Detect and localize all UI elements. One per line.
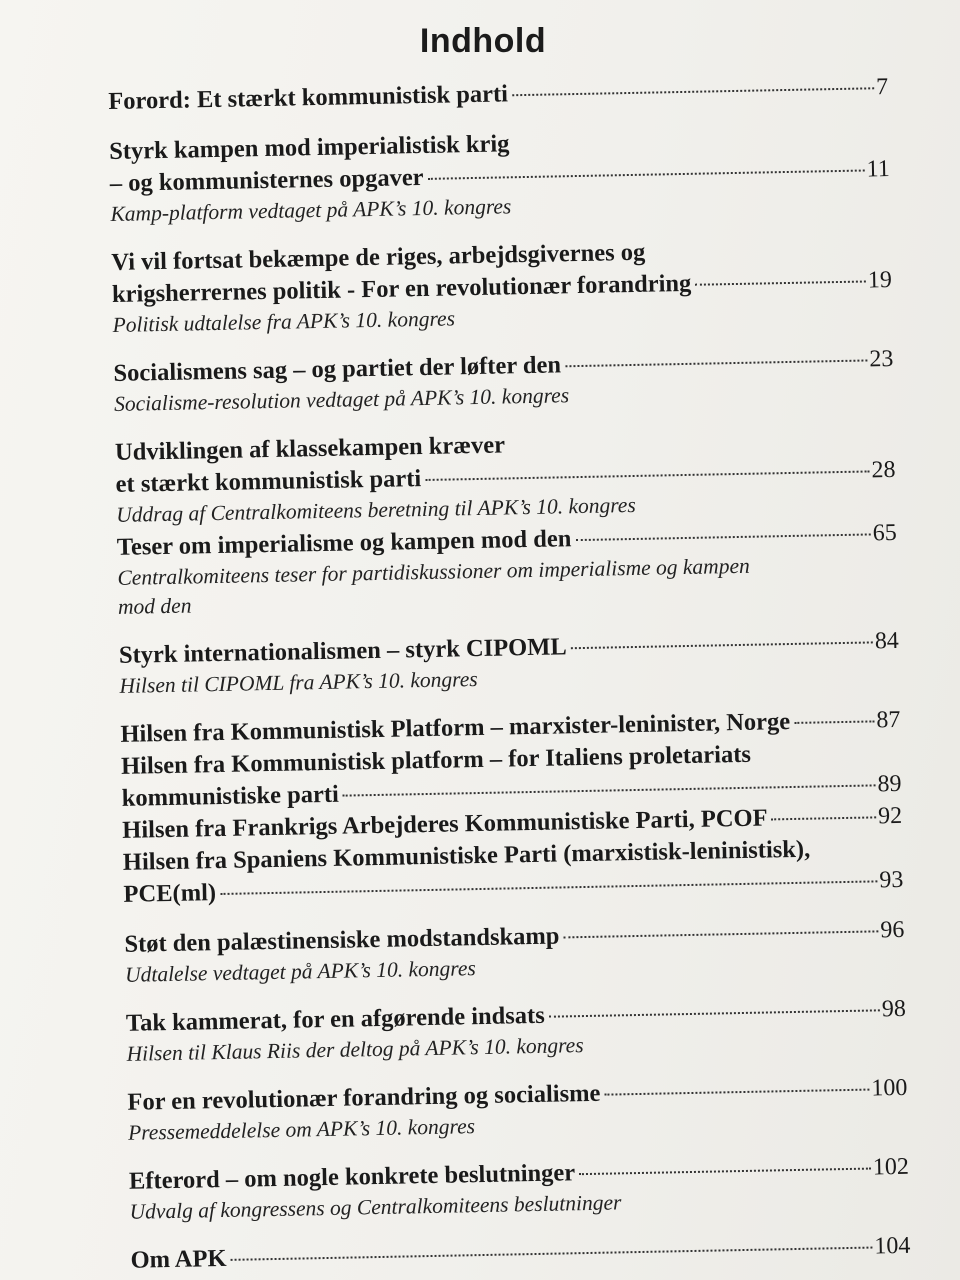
toc-page-number: 100 [871,1074,908,1102]
toc-entry-title: For en revolutionær forandring og socialisme [127,1079,601,1116]
toc-entry-vi-vil-fortsat [111,232,893,340]
dot-leader [231,1247,873,1261]
toc-entry-subtitle: Hilsen til CIPOML fra APK’s 10. kongres [119,667,478,698]
toc-entry-title: Udviklingen af klassekampen kræver [114,431,506,466]
dot-leader [575,533,870,541]
toc-page-number: 96 [880,916,905,944]
dot-leader [579,1168,871,1176]
dot-leader [794,720,874,724]
dot-leader [563,930,878,938]
dot-leader [571,641,873,649]
toc-entry-title: Forord: Et stærkt kommunistisk parti [108,80,509,115]
toc-entry-subtitle: Politisk udtalelse fra APK’s 10. kongres [112,306,456,337]
toc-entry-title: Hilsen fra Spaniens Kommunistiske Parti (marxistisk-leninistisk), [122,835,811,876]
toc-page-number: 104 [874,1232,911,1260]
toc-page-number: 11 [866,156,890,183]
toc-entry-styrk-kampen [109,121,891,229]
dot-leader [565,359,867,367]
toc-entry-title: Teser om imperialisme og kampen mod den [116,525,572,561]
toc-entry-subtitle: Socialisme-resolution vedtaget på APK’s 10. kongres [113,383,570,416]
dot-leader [220,880,877,895]
toc-entry-teser [117,517,899,622]
toc-page-number: 7 [875,74,889,101]
toc-page-number: 93 [879,866,904,894]
toc-page-number: 92 [877,802,903,830]
toc-entry-subtitle: Udtalelse vedtaget på APK’s 10. kongres [124,956,476,987]
toc-entry-subtitle: Centralkomiteens teser for partidiskussioner om imperialisme og kampen [117,553,750,590]
dot-leader [512,87,874,96]
toc-entry-title: Vi vil fortsat bekæmpe de riges, arbejdsgivernes og [111,238,646,276]
toc-page-number: 87 [876,706,901,734]
dot-leader [549,1009,880,1017]
toc-entry-title: Tak kammerat, for en afgørende indsats [125,1001,545,1037]
toc-entry-udviklingen [115,422,897,530]
dot-leader [695,280,866,285]
toc-entry-subtitle: Uddrag af Centralkomiteens beretning til APK’s 10. kongres [116,492,636,527]
toc-page-number: 102 [872,1153,910,1181]
toc-page-number: 65 [872,519,897,547]
toc-entry-title: Hilsen fra Frankrigs Arbejderes Kommunistiske Parti, PCOF [122,804,768,844]
toc-entry-title-cont: – og kommunisternes opgaver [109,163,424,197]
dot-leader [425,470,869,481]
dot-leader [343,784,876,796]
toc-entry-title: Styrk internationalismen – styrk CIPOML [118,633,567,669]
toc-page-number: 28 [871,456,896,484]
page-title: Indhold [419,22,547,60]
toc-entry-title-cont: krigsherrernes politik - For en revolutionær forandring [111,269,692,308]
dot-leader [428,169,865,179]
toc-entry-title: Socialismens sag – og partiet der løfter den [113,351,562,387]
toc-page-number: 84 [874,627,900,655]
dot-leader [772,816,877,820]
dot-leader [604,1089,869,1096]
toc-entry-title: Om APK [130,1244,227,1274]
toc-entry-subtitle: Kamp-platform vedtaget på APK’s 10. kongres [110,194,512,226]
toc-entry-title: Hilsen fra Kommunistisk platform – for Italiens proletariats [120,740,752,780]
toc-page-number: 23 [869,345,894,373]
toc-entry-title-cont: kommunistiske parti [121,780,340,812]
toc-entry-title: Efterord – om nogle konkrete beslutninger [128,1159,576,1195]
toc-page-number: 98 [881,995,907,1023]
toc-entry-title: Hilsen fra Kommunistisk Platform – marxister-leninister, Norge [120,708,791,748]
toc-page-number: 19 [867,266,893,294]
toc-entry-subtitle-cont: mod den [117,593,192,619]
toc-page-number: 89 [877,770,902,798]
toc-entry-title: Styrk kampen mod imperialistisk krig [108,130,510,165]
toc-entry-subtitle: Pressemeddelelse om APK’s 10. kongres [127,1114,476,1145]
toc-entry-subtitle: Udvalg af kongressens og Centralkomiteens beslutninger [129,1190,622,1224]
toc-entry-subtitle: Hilsen til Klaus Riis der deltog på APK’s 10. kongres [126,1033,584,1066]
toc-entry-title: Støt den palæstinensiske modstandskamp [124,922,560,958]
toc-entry-title-cont: PCE(ml) [123,879,217,908]
toc-entry-title-cont: et stærkt kommunistisk parti [115,465,422,498]
table-of-contents [108,71,911,1277]
